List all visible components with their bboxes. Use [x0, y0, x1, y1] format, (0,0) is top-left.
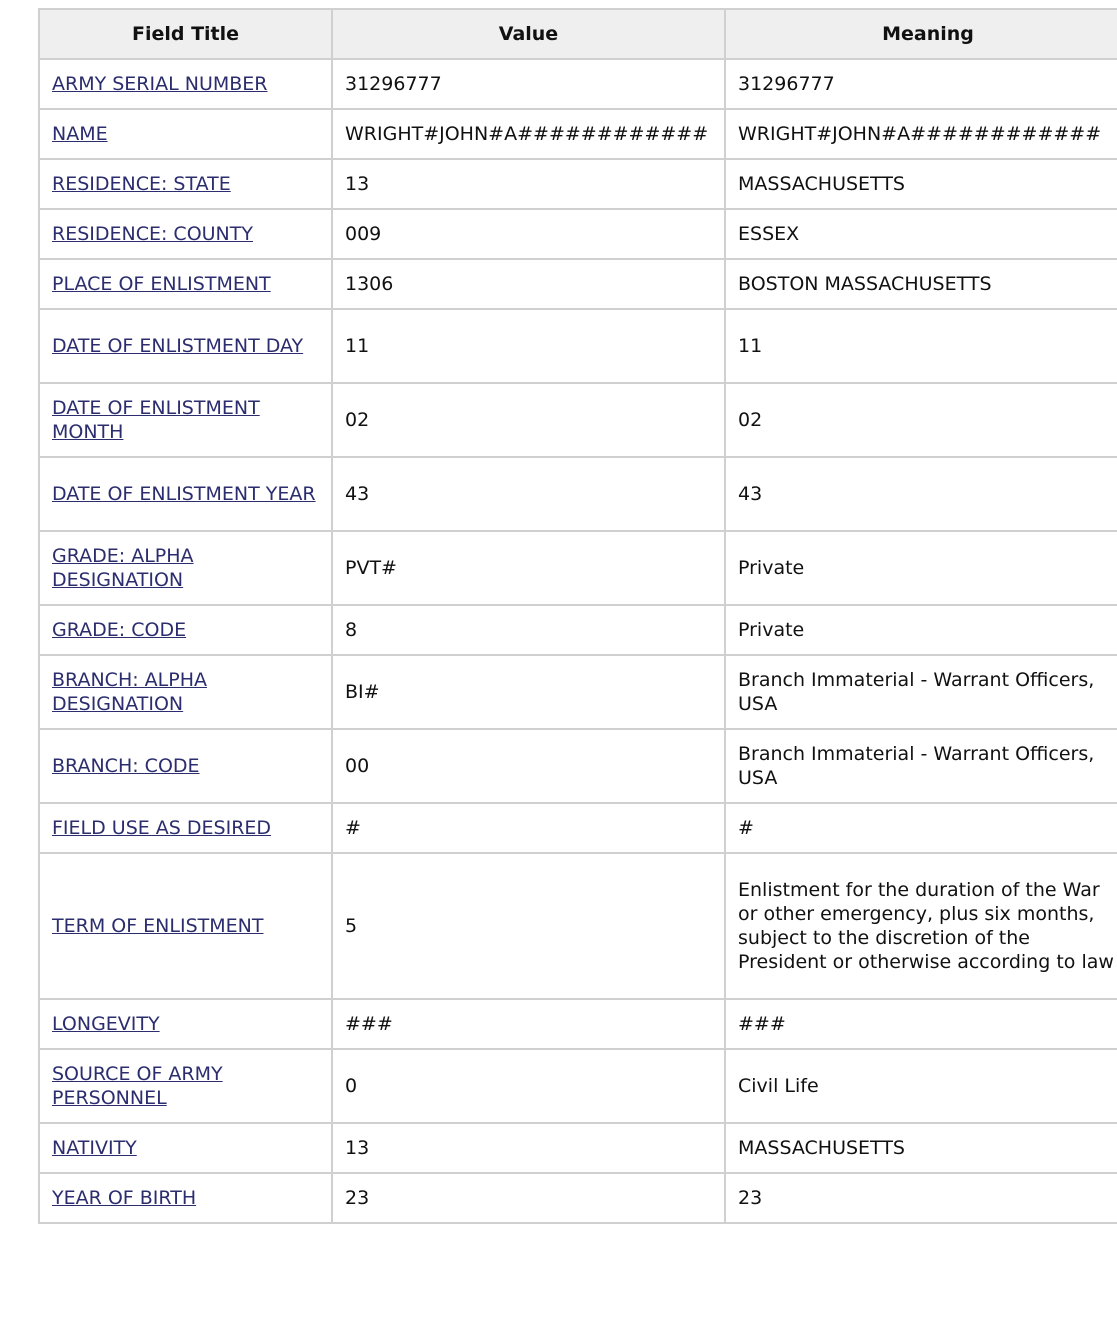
header-field-title: Field Title	[39, 9, 332, 59]
table-row	[39, 531, 1117, 605]
field-title-cell	[39, 729, 332, 803]
field-title-link[interactable]: DATE OF ENLISTMENT MONTH	[52, 397, 260, 443]
value-cell: PVT#	[332, 531, 725, 605]
meaning-cell: Private	[725, 531, 1117, 605]
table-row	[39, 109, 1117, 159]
table-row	[39, 383, 1117, 457]
value-cell: 31296777	[332, 59, 725, 109]
value-cell: 02	[332, 383, 725, 457]
value-cell: 13	[332, 159, 725, 209]
meaning-cell: ###	[725, 999, 1117, 1049]
value-cell: 11	[332, 309, 725, 383]
meaning-cell: Private	[725, 605, 1117, 655]
field-title-link[interactable]: YEAR OF BIRTH	[52, 1187, 197, 1209]
field-title-link[interactable]: RESIDENCE: STATE	[52, 173, 231, 195]
table-row	[39, 1123, 1117, 1173]
meaning-cell: MASSACHUSETTS	[725, 1123, 1117, 1173]
value-cell: 0	[332, 1049, 725, 1123]
meaning-cell: BOSTON MASSACHUSETTS	[725, 259, 1117, 309]
field-title-link[interactable]: DATE OF ENLISTMENT YEAR	[52, 483, 316, 505]
field-title-cell	[39, 655, 332, 729]
meaning-cell: 02	[725, 383, 1117, 457]
value-cell: 8	[332, 605, 725, 655]
field-title-cell	[39, 803, 332, 853]
table-row	[39, 1173, 1117, 1223]
field-title-link[interactable]: NAME	[52, 123, 108, 145]
field-title-link[interactable]: GRADE: ALPHA DESIGNATION	[52, 545, 194, 591]
field-title-cell	[39, 259, 332, 309]
field-title-link[interactable]: TERM OF ENLISTMENT	[52, 915, 264, 937]
value-cell: 009	[332, 209, 725, 259]
value-cell: 00	[332, 729, 725, 803]
table-row	[39, 999, 1117, 1049]
meaning-cell: ESSEX	[725, 209, 1117, 259]
header-meaning: Meaning	[725, 9, 1117, 59]
field-title-link[interactable]: PLACE OF ENLISTMENT	[52, 273, 271, 295]
field-title-link[interactable]: BRANCH: CODE	[52, 755, 200, 777]
value-cell: ###	[332, 999, 725, 1049]
table-row	[39, 605, 1117, 655]
value-cell: 23	[332, 1173, 725, 1223]
field-title-link[interactable]: SOURCE OF ARMY PERSONNEL	[52, 1063, 223, 1109]
field-title-cell	[39, 457, 332, 531]
field-title-link[interactable]: BRANCH: ALPHA DESIGNATION	[52, 669, 207, 715]
meaning-cell: 23	[725, 1173, 1117, 1223]
meaning-cell: #	[725, 803, 1117, 853]
field-title-link[interactable]: FIELD USE AS DESIRED	[52, 817, 272, 839]
value-cell: BI#	[332, 655, 725, 729]
field-title-cell	[39, 1049, 332, 1123]
field-title-link[interactable]: DATE OF ENLISTMENT DAY	[52, 335, 304, 357]
field-title-cell	[39, 383, 332, 457]
record-table-container	[38, 8, 1117, 1224]
field-title-cell	[39, 109, 332, 159]
header-row	[39, 9, 1117, 59]
value-cell: WRIGHT#JOHN#A############	[332, 109, 725, 159]
field-title-cell	[39, 59, 332, 109]
table-row	[39, 309, 1117, 383]
field-title-cell	[39, 1123, 332, 1173]
record-table	[38, 8, 1117, 1224]
meaning-cell: 11	[725, 309, 1117, 383]
table-row	[39, 1049, 1117, 1123]
table-row	[39, 729, 1117, 803]
value-cell: 43	[332, 457, 725, 531]
value-cell: #	[332, 803, 725, 853]
table-row	[39, 457, 1117, 531]
meaning-cell: MASSACHUSETTS	[725, 159, 1117, 209]
meaning-cell: Civil Life	[725, 1049, 1117, 1123]
meaning-cell: Branch Immaterial - Warrant Officers, USA	[725, 729, 1117, 803]
meaning-cell: Branch Immaterial - Warrant Officers, USA	[725, 655, 1117, 729]
table-row	[39, 159, 1117, 209]
field-title-cell	[39, 159, 332, 209]
field-title-link[interactable]: LONGEVITY	[52, 1013, 160, 1035]
table-row	[39, 209, 1117, 259]
table-row	[39, 655, 1117, 729]
field-title-cell	[39, 1173, 332, 1223]
table-row	[39, 59, 1117, 109]
value-cell: 13	[332, 1123, 725, 1173]
field-title-cell	[39, 309, 332, 383]
field-title-cell	[39, 853, 332, 999]
field-title-link[interactable]: RESIDENCE: COUNTY	[52, 223, 253, 245]
value-cell: 5	[332, 853, 725, 999]
field-title-cell	[39, 531, 332, 605]
meaning-cell: WRIGHT#JOHN#A############	[725, 109, 1117, 159]
meaning-cell: 31296777	[725, 59, 1117, 109]
header-value: Value	[332, 9, 725, 59]
field-title-cell	[39, 999, 332, 1049]
field-title-cell	[39, 605, 332, 655]
table-row	[39, 853, 1117, 999]
table-row	[39, 259, 1117, 309]
value-cell: 1306	[332, 259, 725, 309]
table-row	[39, 803, 1117, 853]
field-title-cell	[39, 209, 332, 259]
field-title-link[interactable]: ARMY SERIAL NUMBER	[52, 73, 268, 95]
field-title-link[interactable]: NATIVITY	[52, 1137, 137, 1159]
meaning-cell: 43	[725, 457, 1117, 531]
meaning-cell: Enlistment for the duration of the War or other emergency, plus six months, subject to the discretion of the President or otherwise according to law	[725, 853, 1117, 999]
field-title-link[interactable]: GRADE: CODE	[52, 619, 187, 641]
